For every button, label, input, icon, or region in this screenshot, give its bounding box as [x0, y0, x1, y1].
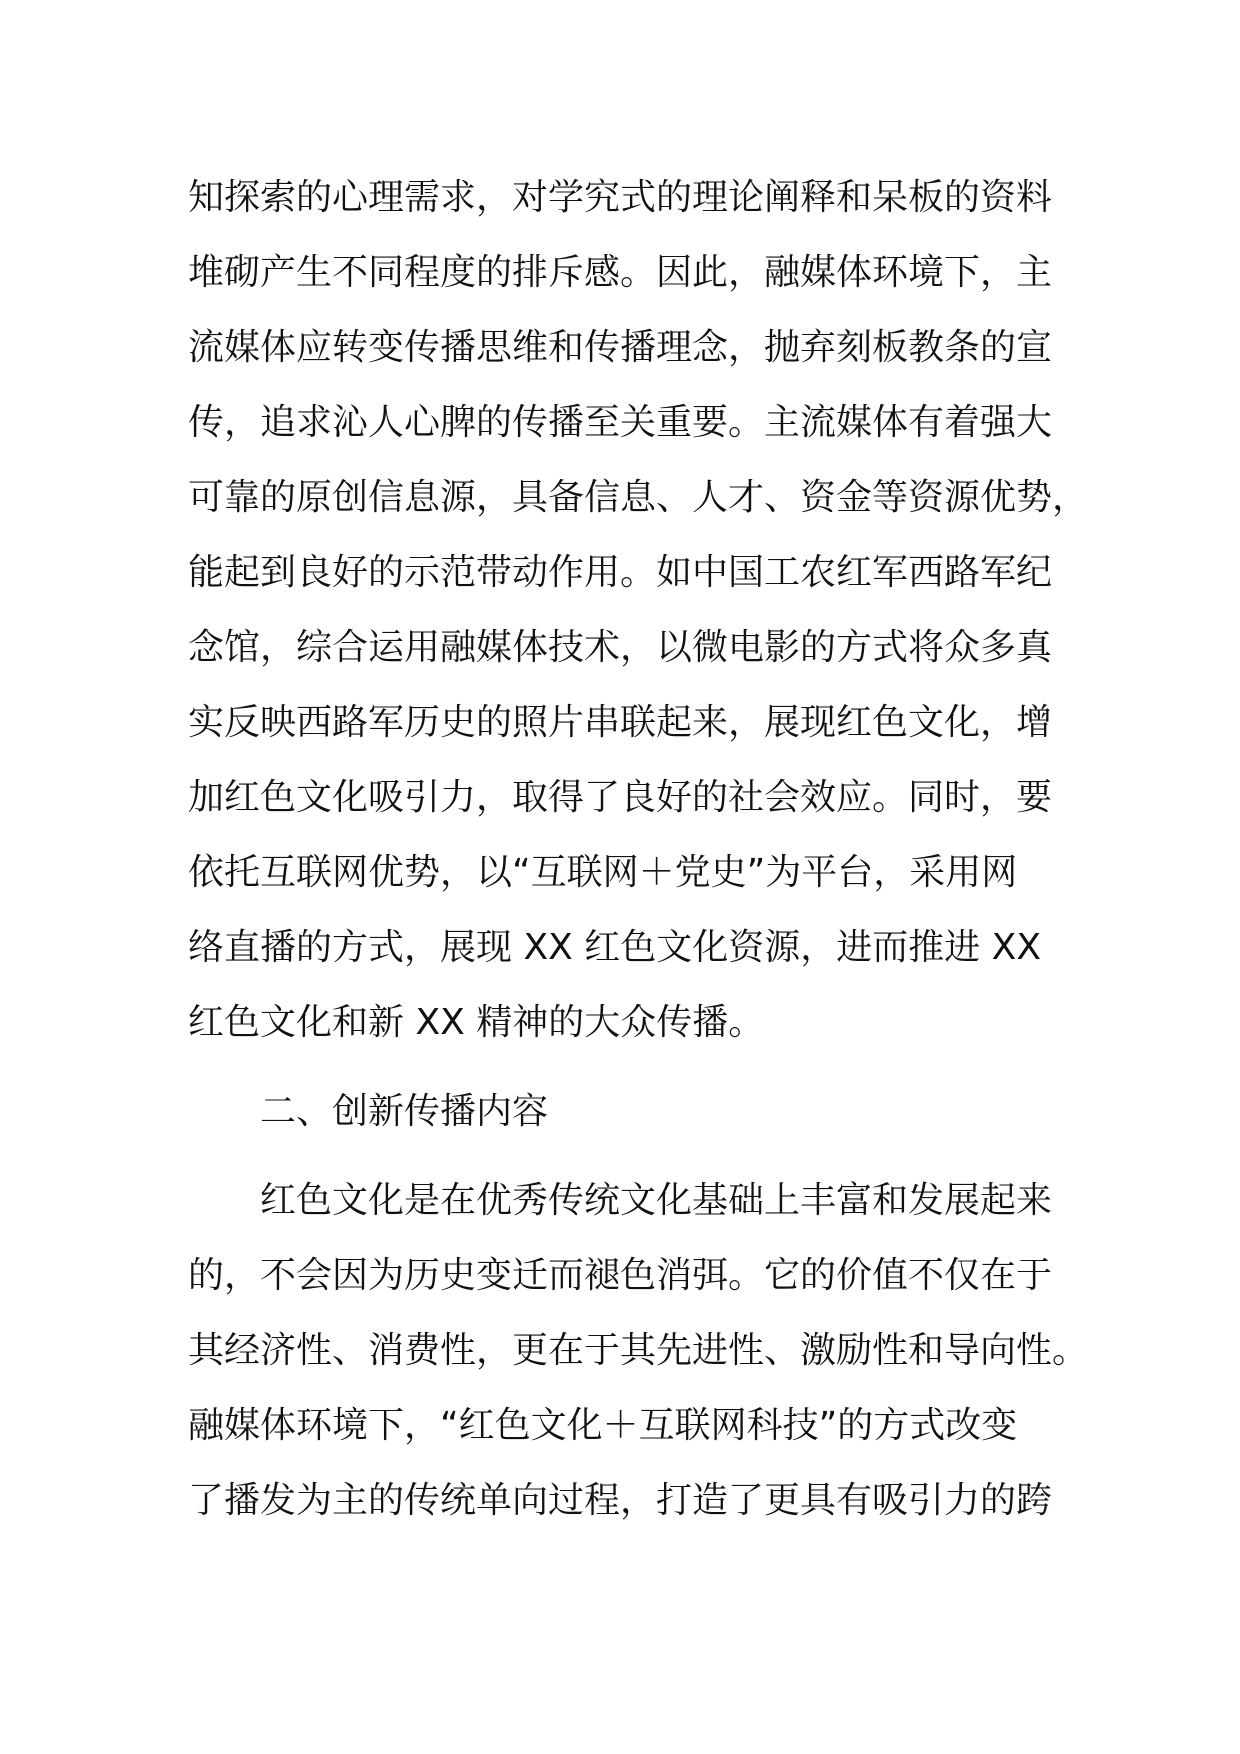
text-line: 念馆，综合运用融媒体技术，以微电影的方式将众多真	[188, 627, 1053, 668]
text-line: 红色文化和新 XX 精神的大众传播。	[188, 1002, 765, 1043]
text-line: 流媒体应转变传播思维和传播理念，抛弃刻板教条的宣	[188, 327, 1053, 368]
text-line: 传，追求沁人心脾的传播至关重要。主流媒体有着强大	[188, 402, 1053, 443]
section-heading: 二、创新传播内容	[260, 1091, 549, 1132]
text-line: 堆砌产生不同程度的排斥感。因此，融媒体环境下，主	[188, 252, 1053, 293]
text-line: 了播发为主的传统单向过程，打造了更具有吸引力的跨	[188, 1480, 1053, 1521]
text-line: 融媒体环境下，“红色文化＋互联网科技”的方式改变	[188, 1405, 1018, 1446]
text-line: 络直播的方式，展现 XX 红色文化资源，进而推进 XX	[188, 927, 1041, 968]
paragraph-first-line: 红色文化是在优秀传统文化基础上丰富和发展起来	[260, 1180, 1053, 1221]
text-line: 其经济性、消费性，更在于其先进性、激励性和导向性。	[188, 1330, 1089, 1371]
text-line: 可靠的原创信息源，具备信息、人才、资金等资源优势，	[188, 477, 1089, 518]
text-line: 实反映西路军历史的照片串联起来，展现红色文化，增	[188, 702, 1053, 743]
text-line: 加红色文化吸引力，取得了良好的社会效应。同时，要	[188, 777, 1053, 818]
text-line: 知探索的心理需求，对学究式的理论阐释和呆板的资料	[188, 177, 1053, 218]
text-line: 能起到良好的示范带动作用。如中国工农红军西路军纪	[188, 552, 1053, 593]
text-line: 依托互联网优势，以“互联网＋党史”为平台，采用网	[188, 852, 1018, 893]
text-line: 的，不会因为历史变迁而褪色消弭。它的价值不仅在于	[188, 1255, 1053, 1296]
